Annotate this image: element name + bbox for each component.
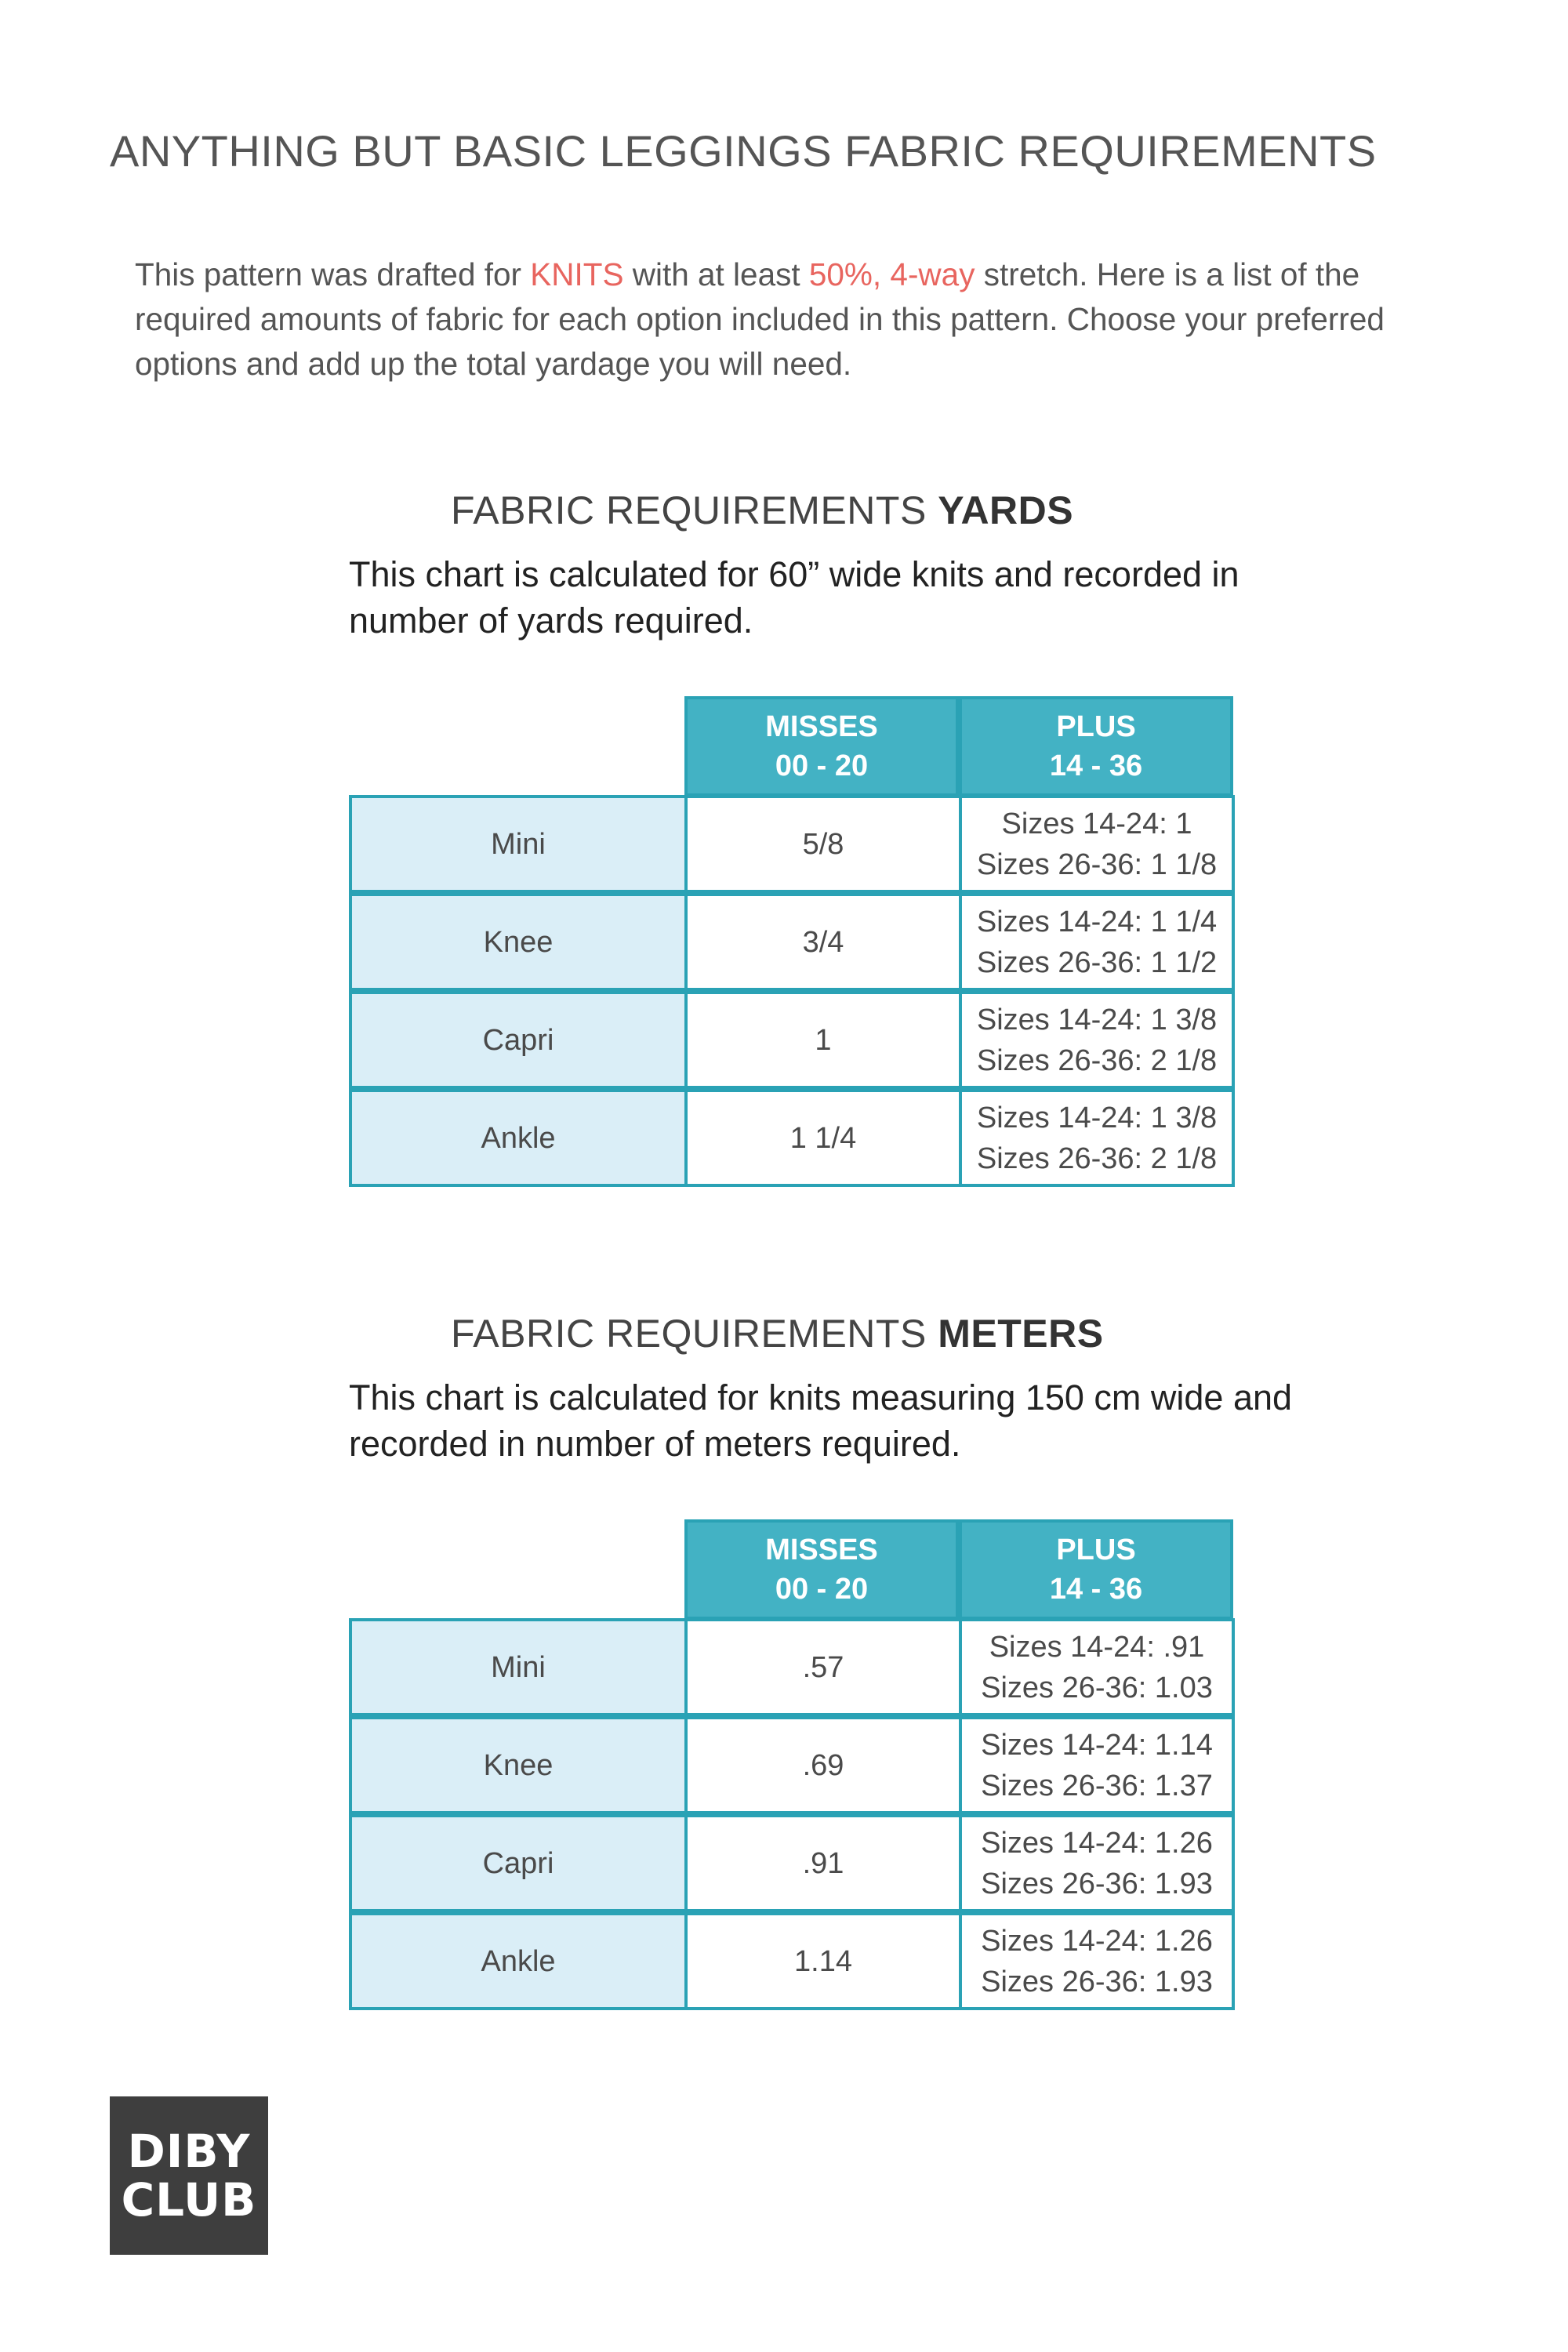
misses-value: 1: [684, 991, 962, 1089]
logo-line-2: CLUB: [121, 2173, 257, 2227]
row-label: Capri: [349, 991, 688, 1089]
misses-value: 1.14: [684, 1912, 962, 2010]
plus-values: [959, 1912, 1235, 2010]
meters-row-ankle: [349, 1914, 1235, 2012]
plus-value-large: Sizes 26-36: 1 1/2: [976, 946, 1218, 979]
plus-value-small: Sizes 14-24: 1.26: [981, 1924, 1213, 1958]
plus-value-large: Sizes 26-36: 2 1/8: [976, 1044, 1218, 1077]
misses-value: .69: [684, 1716, 962, 1814]
plus-value-small: Sizes 14-24: 1: [1001, 807, 1192, 840]
header-misses-range: 00 - 20: [775, 1573, 869, 1606]
misses-value: .91: [684, 1814, 962, 1912]
header-plus-range: 14 - 36: [1049, 750, 1143, 782]
row-label: Knee: [349, 893, 688, 991]
intro-text-2: with at least: [623, 256, 809, 292]
misses-value: 5/8: [684, 795, 962, 893]
plus-value-small: Sizes 14-24: 1 3/8: [976, 1101, 1218, 1134]
meters-note: This chart is calculated for knits measuring 150 cm wide and recorded in number of meters required.: [349, 1377, 1293, 1464]
yards-header-plus: [959, 696, 1233, 797]
meters-heading-bold: METERS: [938, 1312, 1104, 1356]
yards-row-ankle: [349, 1091, 1235, 1189]
plus-value-small: Sizes 14-24: 1.26: [981, 1826, 1213, 1860]
header-misses-range: 00 - 20: [775, 750, 869, 782]
plus-values: [959, 1618, 1235, 1716]
header-plus-label: PLUS: [1056, 1534, 1136, 1566]
plus-value-large: Sizes 26-36: 2 1/8: [976, 1142, 1218, 1175]
stretch-highlight: 50%, 4-way: [808, 256, 975, 292]
header-misses-label: MISSES: [765, 1534, 878, 1566]
meters-header-misses: [684, 1519, 959, 1620]
meters-row-capri: [349, 1816, 1235, 1914]
plus-value-small: Sizes 14-24: .91: [989, 1630, 1205, 1664]
yards-heading: [451, 488, 1392, 533]
row-label: Capri: [349, 1814, 688, 1912]
row-label: Knee: [349, 1716, 688, 1814]
row-label: Ankle: [349, 1912, 688, 2010]
plus-value-large: Sizes 26-36: 1 1/8: [976, 848, 1218, 881]
plus-values: [959, 893, 1235, 991]
row-label: Mini: [349, 795, 688, 893]
misses-value: 1 1/4: [684, 1089, 962, 1187]
meters-table: [349, 1519, 1235, 2013]
yards-row-capri: [349, 993, 1235, 1091]
plus-value-small: Sizes 14-24: 1 3/8: [976, 1003, 1218, 1036]
yards-row-knee: [349, 895, 1235, 993]
plus-value-large: Sizes 26-36: 1.03: [981, 1671, 1213, 1704]
meters-header-plus: [959, 1519, 1233, 1620]
plus-values: [959, 1089, 1235, 1187]
meters-heading-prefix: FABRIC REQUIREMENTS: [451, 1312, 938, 1356]
yards-table: [349, 696, 1235, 1190]
plus-value-large: Sizes 26-36: 1.93: [981, 1867, 1213, 1900]
plus-values: [959, 1814, 1235, 1912]
meters-row-mini: [349, 1620, 1235, 1718]
row-label: Ankle: [349, 1089, 688, 1187]
intro-text-3: stretch. Here is a list of the required amounts of fabric for each option included in this pattern. Choose your preferred options and add up the total yardage you will need.: [135, 256, 1385, 382]
yards-row-mini: [349, 797, 1235, 895]
intro-text-1: This pattern was drafted for: [135, 256, 531, 292]
yards-note: This chart is calculated for 60” wide knits and recorded in number of yards required.: [349, 554, 1240, 641]
plus-values: [959, 1716, 1235, 1814]
yards-heading-prefix: FABRIC REQUIREMENTS: [451, 488, 938, 532]
plus-value-large: Sizes 26-36: 1.93: [981, 1965, 1213, 1998]
diby-club-logo: [110, 2096, 268, 2255]
knits-highlight: KNITS: [530, 256, 624, 292]
misses-value: .57: [684, 1618, 962, 1716]
row-label: Mini: [349, 1618, 688, 1716]
intro-paragraph: [135, 252, 1452, 387]
yards-heading-bold: YARDS: [938, 488, 1074, 532]
plus-value-large: Sizes 26-36: 1.37: [981, 1769, 1213, 1802]
yards-header-misses: [684, 696, 959, 797]
plus-values: [959, 795, 1235, 893]
plus-value-small: Sizes 14-24: 1.14: [981, 1728, 1213, 1762]
plus-values: [959, 991, 1235, 1089]
page-title: ANYTHING BUT BASIC LEGGINGS FABRIC REQUIREMENTS: [110, 126, 1377, 176]
misses-value: 3/4: [684, 893, 962, 991]
header-plus-range: 14 - 36: [1049, 1573, 1143, 1606]
header-misses-label: MISSES: [765, 710, 878, 743]
logo-line-1: DIBY: [127, 2125, 251, 2178]
meters-heading: [451, 1311, 1392, 1356]
header-plus-label: PLUS: [1056, 710, 1136, 743]
plus-value-small: Sizes 14-24: 1 1/4: [976, 905, 1218, 938]
meters-row-knee: [349, 1718, 1235, 1816]
